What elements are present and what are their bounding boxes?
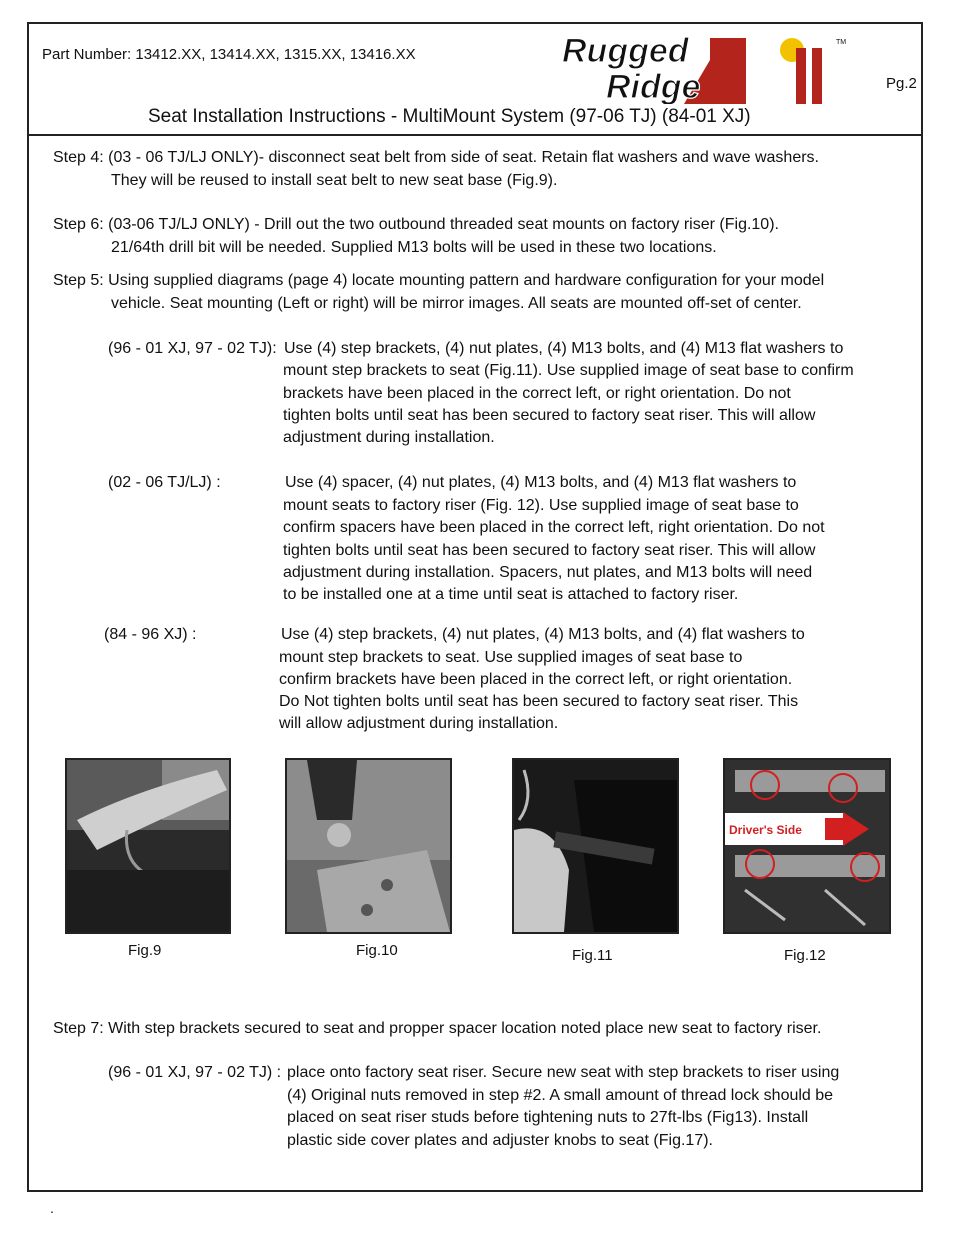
logo-tm: TM bbox=[836, 39, 847, 46]
step4-line1: Step 4: (03 - 06 TJ/LJ ONLY)- disconnect seat belt from side of seat. Retain flat washers and wave washers. bbox=[53, 149, 819, 166]
step5c-line: mount step brackets to seat. Use supplied images of seat base to bbox=[279, 649, 743, 666]
step5c-line: Do Not tighten bolts until seat has been secured to factory seat riser. This bbox=[279, 693, 799, 710]
drivers-side-label: Driver's Side bbox=[729, 823, 802, 837]
logo-red-block bbox=[710, 38, 746, 104]
step5a-line: tighten bolts until seat has been secured to factory seat riser. This will allow bbox=[283, 407, 816, 424]
step5b-line: confirm spacers have been placed in the correct left, right orientation. Do not bbox=[283, 519, 825, 536]
step5a-label: (96 - 01 XJ, 97 - 02 TJ): bbox=[108, 340, 277, 357]
step5b-line: mount seats to factory riser (Fig. 12). Use supplied image of seat base to bbox=[283, 497, 799, 514]
step7a-line: plastic side cover plates and adjuster knobs to seat (Fig.17). bbox=[287, 1132, 713, 1149]
step7a-line: place onto factory seat riser. Secure new seat with step brackets to riser using bbox=[287, 1064, 840, 1081]
fig12-photo bbox=[723, 758, 891, 934]
logo-text-rugged: Rugged bbox=[562, 32, 689, 70]
step4-line2: They will be reused to install seat belt to new seat base (Fig.9). bbox=[111, 172, 558, 189]
page-frame bbox=[27, 22, 923, 1192]
step5a-line: Use (4) step brackets, (4) nut plates, (4) M13 bolts, and (4) M13 flat washers to bbox=[284, 340, 844, 357]
step5b-label: (02 - 06 TJ/LJ) : bbox=[108, 474, 221, 491]
step5-line1: Step 5: Using supplied diagrams (page 4) locate mounting pattern and hardware configuration for your model bbox=[53, 272, 825, 289]
step7-line: Step 7: With step brackets secured to seat and propper spacer location noted place new seat to factory riser. bbox=[53, 1020, 822, 1037]
page-number: Pg.2 bbox=[886, 75, 917, 92]
step5b-line: to be installed one at a time until seat is attached to factory riser. bbox=[283, 586, 739, 603]
step5c-line: confirm brackets have been placed in the correct left, or right orientation. bbox=[279, 671, 793, 688]
step5c-label: (84 - 96 XJ) : bbox=[104, 626, 197, 643]
step5-line2: vehicle. Seat mounting (Left or right) will be mirror images. All seats are mounted off-set of center. bbox=[111, 295, 802, 312]
rugged-ridge-logo bbox=[560, 30, 852, 104]
fig10-photo bbox=[285, 758, 452, 934]
fig11-caption: Fig.11 bbox=[572, 947, 613, 964]
fig11-photo bbox=[512, 758, 679, 934]
step5a-line: mount step brackets to seat (Fig.11). Use supplied image of seat base to confirm bbox=[283, 362, 854, 379]
page-title: Seat Installation Instructions - MultiMount System (97-06 TJ) (84-01 XJ) bbox=[148, 106, 751, 127]
step6-line2: 21/64th drill bit will be needed. Supplied M13 bolts will be used in these two locations. bbox=[111, 239, 717, 256]
step5a-line: adjustment during installation. bbox=[283, 429, 495, 446]
step5b-line: tighten bolts until seat has been secured to factory seat riser. This will allow bbox=[283, 542, 816, 559]
fig9-caption: Fig.9 bbox=[128, 942, 162, 959]
step6-line1: Step 6: (03-06 TJ/LJ ONLY) - Drill out the two outbound threaded seat mounts on factory riser (Fig.10). bbox=[53, 216, 779, 233]
step7a-label: (96 - 01 XJ, 97 - 02 TJ) : bbox=[108, 1064, 282, 1081]
step5c-line: Use (4) step brackets, (4) nut plates, (4) M13 bolts, and (4) flat washers to bbox=[281, 626, 805, 643]
step5a-line: brackets have been placed in the correct left, or right orientation. Do not bbox=[283, 385, 791, 402]
step7a-line: (4) Original nuts removed in step #2. A small amount of thread lock should be bbox=[287, 1087, 834, 1104]
footer-mark: . bbox=[50, 1200, 54, 1216]
part-number: Part Number: 13412.XX, 13414.XX, 1315.XX, 13416.XX bbox=[42, 46, 416, 63]
fig9-photo bbox=[65, 758, 231, 934]
fig10-caption: Fig.10 bbox=[356, 942, 398, 959]
step5b-line: Use (4) spacer, (4) nut plates, (4) M13 bolts, and (4) M13 flat washers to bbox=[285, 474, 797, 491]
step5c-line: will allow adjustment during installation. bbox=[279, 715, 559, 732]
step5b-line: adjustment during installation. Spacers, nut plates, and M13 bolts will need bbox=[283, 564, 813, 581]
logo-text-ridge: Ridge bbox=[606, 68, 701, 104]
step7a-line: placed on seat riser studs before tightening nuts to 27ft-lbs (Fig13). Install bbox=[287, 1109, 809, 1126]
header-divider bbox=[27, 134, 923, 136]
fig12-caption: Fig.12 bbox=[784, 947, 826, 964]
